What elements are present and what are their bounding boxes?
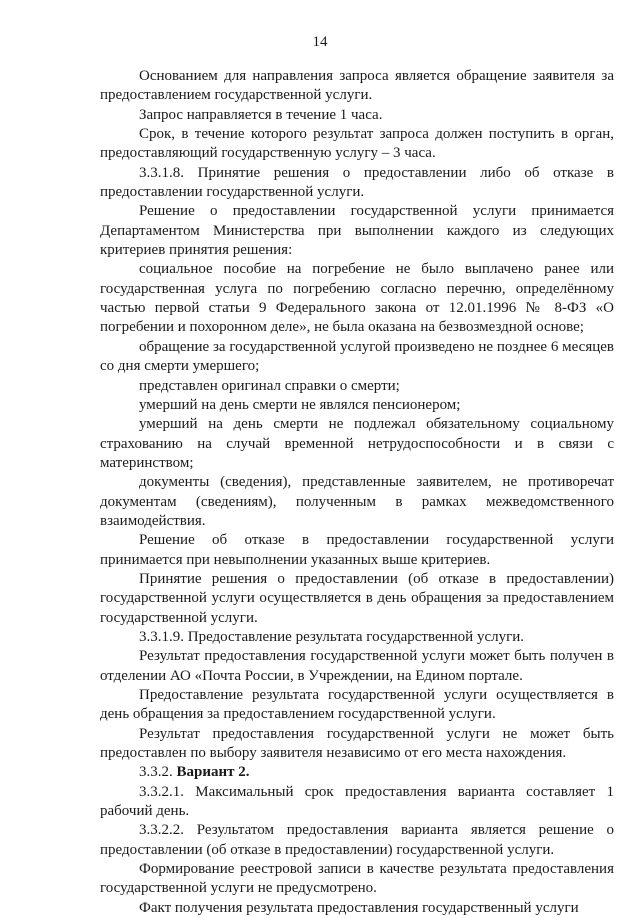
criteria-item: представлен оригинал справки о смерти; — [139, 377, 400, 394]
paragraph: Предоставление результата государственной услуги осуществляется в день обращения за предоставлением государственной услуги. — [100, 687, 614, 723]
paragraph: Решение о предоставлении государственной услуги принимается Департаментом Министерства при выполнении каждого из следующих критериев принятия решения: — [100, 203, 614, 259]
paragraph: Формирование реестровой записи в качестве результата предоставления государственной услуги не предусмотрено. — [100, 861, 614, 897]
paragraph: Запрос направляется в течение 1 часа. — [139, 106, 383, 123]
paragraph: 3.3.2.2. Результатом предоставления варианта является решение о предоставлении (об отказе в предоставлении) государственной услуги. — [100, 822, 614, 858]
variant-heading-title: Вариант 2. — [176, 764, 250, 781]
paragraph: Срок, в течение которого результат запроса должен поступить в орган, предоставляющий государственную услугу – 3 часа. — [100, 126, 614, 162]
paragraph: Факт получения результата предоставления государственный услуги — [139, 899, 579, 916]
paragraph: Принятие решения о предоставлении (об отказе в предоставлении) государственной услуги осуществляется в день обращения за предоставлением государственной услуги. — [100, 570, 614, 626]
paragraph: Результат предоставления государственной услуги не может быть предоставлен по выбору заявителя независимо от его места нахождения. — [100, 725, 614, 762]
page-number: 14 — [312, 34, 328, 50]
paragraph: Результат предоставления государственной услуги может быть получен в отделении АО «Почта России, в Учреждении, на Едином портале. — [100, 648, 614, 684]
criteria-item: обращение за государственной услугой произведено не позднее 6 месяцев со дня смерти умершего; — [100, 338, 614, 375]
document-body — [100, 67, 614, 918]
criteria-item: социальное пособие на погребение не было выплачено ранее или государственная услуга по погребению согласно перечню, определённому частью первой статьи 9 Федерального закона от 12.01.1996 № 8-ФЗ «О погребении и похоронном деле», не была оказана на безвозмездной основе; — [100, 261, 614, 336]
paragraph: Основанием для направления запроса является обращение заявителя за предоставлением государственной услуги. — [100, 68, 614, 104]
variant-heading-number: 3.3.2. — [139, 764, 173, 781]
criteria-item: умерший на день смерти не являлся пенсионером; — [139, 396, 461, 413]
section-heading-paragraph: 3.3.1.9. Предоставление результата государственной услуги. — [139, 628, 525, 645]
paragraph: 3.3.2.1. Максимальный срок предоставления варианта составляет 1 рабочий день. — [100, 783, 614, 820]
paragraph: Решение об отказе в предоставлении государственной услуги принимается при невыполнении указанных выше критериев. — [100, 532, 614, 568]
criteria-item: документы (сведения), представленные заявителем, не противоречат документам (сведениям), полученным в рамках межведомственного взаимодействия. — [100, 474, 614, 529]
variant-heading — [100, 763, 614, 782]
section-heading-paragraph: 3.3.1.8. Принятие решения о предоставлении либо об отказе в предоставлении государственной услуги. — [100, 164, 614, 201]
criteria-item: умерший на день смерти не подлежал обязательному социальному страхованию на случай временной нетрудоспособности и в связи с материнством; — [100, 416, 614, 471]
